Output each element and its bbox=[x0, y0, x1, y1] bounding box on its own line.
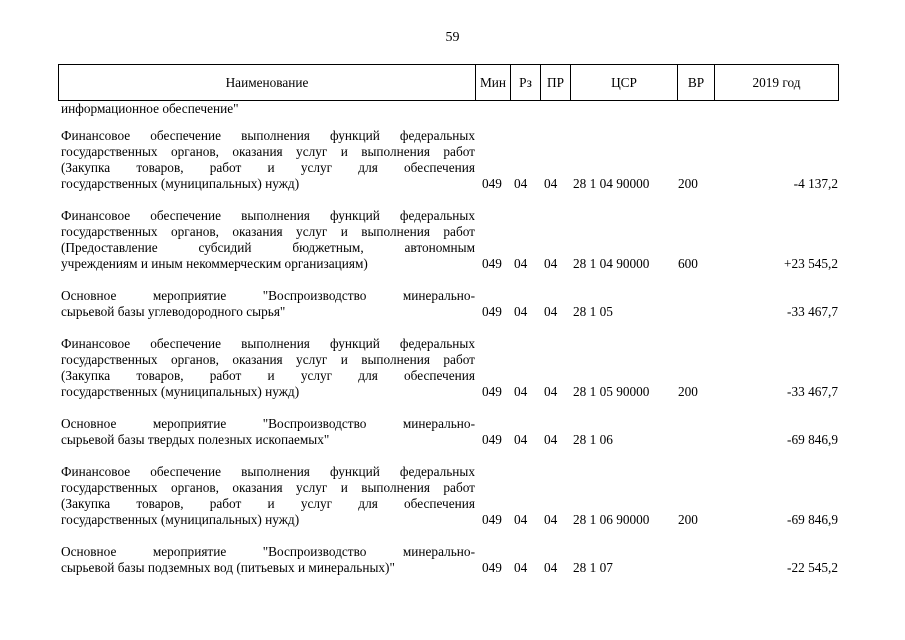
table-body bbox=[58, 101, 839, 576]
row-name bbox=[58, 208, 475, 272]
row-name-line: Основное мероприятие "Воспроизводство минерально- bbox=[61, 544, 475, 559]
table-header bbox=[58, 64, 839, 101]
row-name bbox=[58, 336, 475, 400]
cell-min: 049 bbox=[482, 176, 502, 191]
row-name-line: Финансовое обеспечение выполнения функций федеральных bbox=[61, 336, 475, 351]
table-row bbox=[58, 336, 839, 400]
cell-pr: 04 bbox=[544, 256, 558, 271]
cell-csr: 28 1 05 90000 bbox=[573, 384, 650, 399]
header-csr: ЦСР bbox=[570, 65, 677, 100]
row-name-line: (Предоставление субсидий бюджетным, автономным bbox=[61, 240, 475, 255]
cell-vr: 200 bbox=[678, 384, 698, 399]
cell-csr: 28 1 05 bbox=[573, 304, 613, 319]
table-row bbox=[58, 288, 839, 320]
header-rz: Рз bbox=[510, 65, 540, 100]
row-name-line: сырьевой базы углеводородного сырья" bbox=[61, 304, 286, 319]
row-name bbox=[58, 101, 475, 117]
row-name-line: сырьевой базы подземных вод (питьевых и минеральных)" bbox=[61, 560, 395, 575]
cell-rz: 04 bbox=[514, 304, 528, 319]
row-name bbox=[58, 544, 475, 576]
table-row bbox=[58, 128, 839, 192]
row-name-line: (Закупка товаров, работ и услуг для обеспечения bbox=[61, 368, 475, 383]
cell-min: 049 bbox=[482, 560, 502, 575]
row-name-line: государственных органов, оказания услуг и выполнения работ bbox=[61, 480, 475, 495]
row-name bbox=[58, 288, 475, 320]
row-name-line: информационное обеспечение" bbox=[61, 101, 239, 116]
cell-rz: 04 bbox=[514, 384, 528, 399]
table-row bbox=[58, 208, 839, 272]
row-name-line: Основное мероприятие "Воспроизводство минерально- bbox=[61, 416, 475, 431]
row-name-line: государственных (муниципальных) нужд) bbox=[61, 176, 300, 191]
cell-csr: 28 1 04 90000 bbox=[573, 256, 650, 271]
cell-rz: 04 bbox=[514, 512, 528, 527]
row-name-line: государственных (муниципальных) нужд) bbox=[61, 512, 300, 527]
cell-csr: 28 1 04 90000 bbox=[573, 176, 650, 191]
cell-amount: -4 137,2 bbox=[793, 176, 838, 191]
cell-pr: 04 bbox=[544, 560, 558, 575]
row-name-line: Финансовое обеспечение выполнения функций федеральных bbox=[61, 128, 475, 143]
header-vr: ВР bbox=[677, 65, 714, 100]
cell-csr: 28 1 06 90000 bbox=[573, 512, 650, 527]
row-name-line: Финансовое обеспечение выполнения функций федеральных bbox=[61, 208, 475, 223]
cell-pr: 04 bbox=[544, 176, 558, 191]
cell-min: 049 bbox=[482, 304, 502, 319]
table-row bbox=[58, 101, 839, 117]
row-name-line: Финансовое обеспечение выполнения функций федеральных bbox=[61, 464, 475, 479]
cell-min: 049 bbox=[482, 256, 502, 271]
row-name-line: Основное мероприятие "Воспроизводство минерально- bbox=[61, 288, 475, 303]
header-year: 2019 год bbox=[714, 65, 838, 100]
cell-min: 049 bbox=[482, 512, 502, 527]
header-name: Наименование bbox=[225, 74, 309, 90]
cell-vr: 200 bbox=[678, 176, 698, 191]
cell-pr: 04 bbox=[544, 512, 558, 527]
cell-rz: 04 bbox=[514, 176, 528, 191]
cell-min: 049 bbox=[482, 432, 502, 447]
cell-rz: 04 bbox=[514, 432, 528, 447]
table-row bbox=[58, 544, 839, 576]
cell-min: 049 bbox=[482, 384, 502, 399]
cell-amount: -33 467,7 bbox=[787, 384, 838, 399]
table-row bbox=[58, 464, 839, 528]
page-number: 59 bbox=[445, 30, 460, 45]
cell-csr: 28 1 07 bbox=[573, 560, 613, 575]
row-name-line: государственных органов, оказания услуг и выполнения работ bbox=[61, 352, 475, 367]
cell-amount: -33 467,7 bbox=[787, 304, 838, 319]
row-name-line: (Закупка товаров, работ и услуг для обеспечения bbox=[61, 496, 475, 511]
cell-rz: 04 bbox=[514, 560, 528, 575]
cell-pr: 04 bbox=[544, 384, 558, 399]
header-pr: ПР bbox=[540, 65, 570, 100]
cell-pr: 04 bbox=[544, 432, 558, 447]
row-name-line: учреждениям и иным некоммерческим организациям) bbox=[61, 256, 368, 271]
row-name-line: государственных органов, оказания услуг и выполнения работ bbox=[61, 224, 475, 239]
row-name-line: (Закупка товаров, работ и услуг для обеспечения bbox=[61, 160, 475, 175]
cell-amount: -22 545,2 bbox=[787, 560, 838, 575]
cell-amount: -69 846,9 bbox=[787, 432, 838, 447]
cell-csr: 28 1 06 bbox=[573, 432, 613, 447]
cell-amount: +23 545,2 bbox=[783, 256, 838, 271]
row-name-line: сырьевой базы твердых полезных ископаемых" bbox=[61, 432, 330, 447]
header-min: Мин bbox=[475, 65, 510, 100]
cell-vr: 200 bbox=[678, 512, 698, 527]
row-name bbox=[58, 464, 475, 528]
cell-vr: 600 bbox=[678, 256, 698, 271]
row-name bbox=[58, 416, 475, 448]
row-name bbox=[58, 128, 475, 192]
cell-pr: 04 bbox=[544, 304, 558, 319]
cell-amount: -69 846,9 bbox=[787, 512, 838, 527]
row-name-line: государственных органов, оказания услуг и выполнения работ bbox=[61, 144, 475, 159]
row-name-line: государственных (муниципальных) нужд) bbox=[61, 384, 300, 399]
table-row bbox=[58, 416, 839, 448]
cell-rz: 04 bbox=[514, 256, 528, 271]
